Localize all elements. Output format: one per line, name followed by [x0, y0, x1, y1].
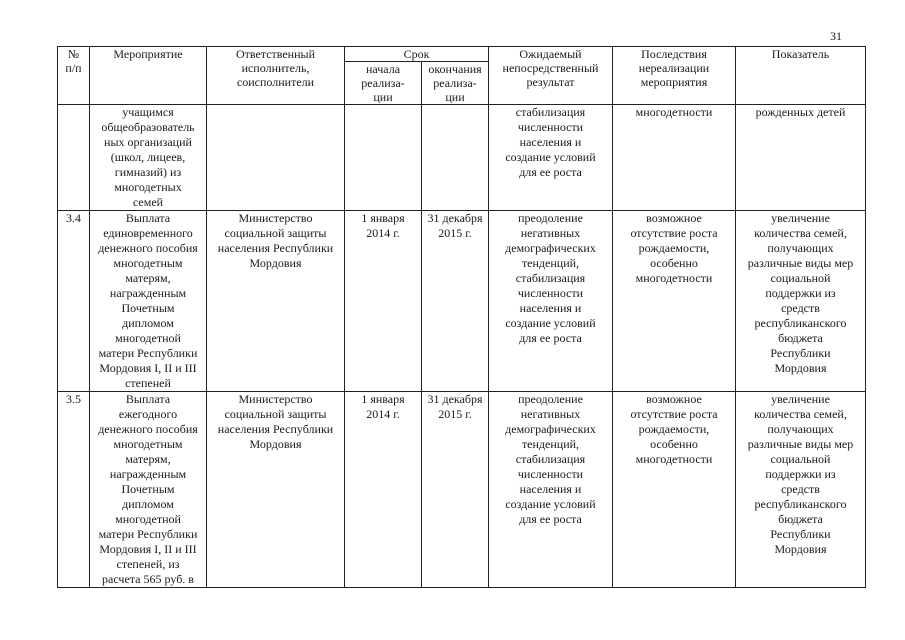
header-start: начала реализа- ции	[345, 62, 422, 105]
header-row	[58, 47, 866, 62]
activities-table	[57, 46, 866, 588]
row-result: стабилизация численности населения и создание условий для ее роста	[489, 105, 613, 211]
row-activity: Выплата единовременного денежного пособия многодетным матерям, награжденным Почетным дипломом многодетной матери Республики Мордовия I, II и III степеней	[90, 211, 207, 392]
row-consequences: возможное отсутствие роста рождаемости, особенно многодетности	[613, 392, 736, 588]
row-executor: Министерство социальной защиты населения Республики Мордовия	[207, 211, 345, 392]
table-row	[58, 211, 866, 392]
row-indicator: увеличение количества семей, получающих различные виды мер социальной поддержки из средств республиканского бюджета Республики Мордовия	[736, 211, 866, 392]
row-indicator: увеличение количества семей, получающих различные виды мер социальной поддержки из средств республиканского бюджета Республики Мордовия	[736, 392, 866, 588]
row-end: 31 декабря 2015 г.	[422, 211, 489, 392]
page-number: 31	[830, 29, 842, 43]
header-executor: Ответственный исполнитель, соисполнители	[207, 47, 345, 105]
row-end	[422, 105, 489, 211]
row-executor	[207, 105, 345, 211]
header-term: Срок	[345, 47, 489, 62]
row-consequences: многодетности	[613, 105, 736, 211]
row-activity: Выплата ежегодного денежного пособия многодетным матерям, награжденным Почетным дипломом многодетной матери Республики Мордовия I, II и III степеней, из расчета 565 руб. в	[90, 392, 207, 588]
row-num: 3.5	[58, 392, 90, 588]
header-consequences: Последствия нереализации мероприятия	[613, 47, 736, 105]
header-indicator: Показатель	[736, 47, 866, 105]
row-num: 3.4	[58, 211, 90, 392]
header-result: Ожидаемый непосредственный результат	[489, 47, 613, 105]
row-executor: Министерство социальной защиты населения Республики Мордовия	[207, 392, 345, 588]
row-start: 1 января 2014 г.	[345, 392, 422, 588]
header-activity: Мероприятие	[90, 47, 207, 105]
row-activity: учащимся общеобразователь ных организаций (школ, лицеев, гимназий) из многодетных семей	[90, 105, 207, 211]
row-num	[58, 105, 90, 211]
header-num: № п/п	[58, 47, 90, 105]
row-consequences: возможное отсутствие роста рождаемости, особенно многодетности	[613, 211, 736, 392]
row-result: преодоление негативных демографических тенденций, стабилизация численности населения и создание условий для ее роста	[489, 211, 613, 392]
table-row	[58, 105, 866, 211]
row-start	[345, 105, 422, 211]
row-result: преодоление негативных демографических тенденций, стабилизация численности населения и создание условий для ее роста	[489, 392, 613, 588]
row-end: 31 декабря 2015 г.	[422, 392, 489, 588]
row-indicator: рожденных детей	[736, 105, 866, 211]
table-row	[58, 392, 866, 588]
row-start: 1 января 2014 г.	[345, 211, 422, 392]
header-end: окончания реализа- ции	[422, 62, 489, 105]
